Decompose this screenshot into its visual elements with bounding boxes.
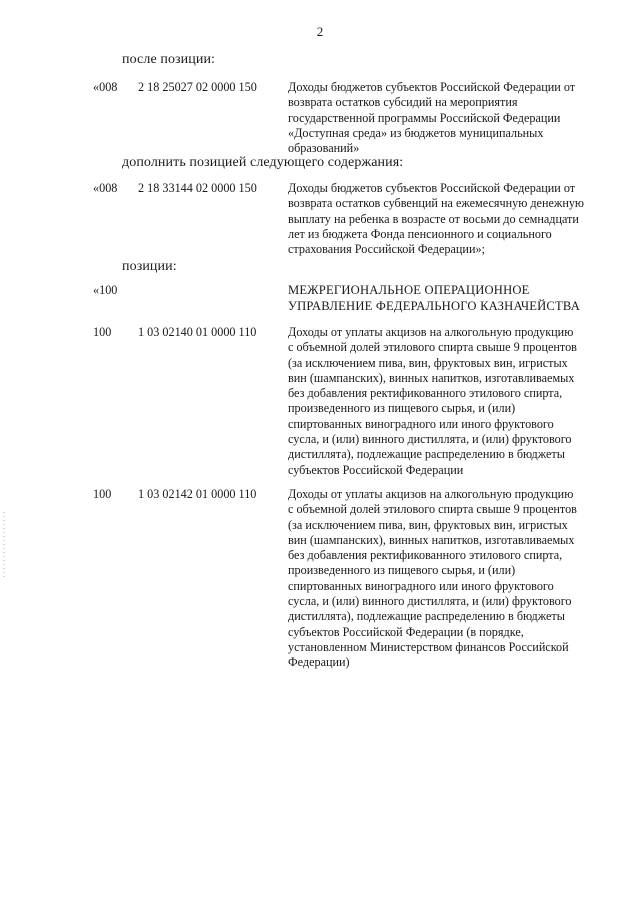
description-line: сусла, и (или) винного дистиллята, и (или) фруктового [288,594,572,609]
description-line: Федерации) [288,655,350,670]
description-line: лет из бюджета Фонда пенсионного и социального [288,226,552,241]
description-line: произведенного из пищевого сырья, и (или) [288,401,516,416]
description-line: сусла, и (или) винного дистиллята, и (или) фруктового [288,432,572,447]
description-line: образований» [288,141,360,156]
description-line: произведенного из пищевого сырья, и (или) [288,563,516,578]
revenue-description [288,181,606,257]
budget-classification-code: 1 03 02140 01 0000 110 [138,325,257,339]
description-line: субъектов Российской Федерации (в порядке, [288,624,524,639]
description-line: субъектов Российской Федерации [288,462,464,477]
description-line: дистиллята), подлежащие распределению в бюджеты [288,609,565,624]
admin-code: 100 [93,325,112,339]
description-line: МЕЖРЕГИОНАЛЬНОЕ ОПЕРАЦИОННОЕ [288,283,530,297]
description-line: с объемной долей этилового спирта свыше 9 процентов [288,340,577,355]
revenue-description [288,325,606,478]
description-line: Доходы от уплаты акцизов на алкогольную продукцию [288,487,574,501]
description-line: страхования Российской Федерации»; [288,242,485,257]
admin-code: «008 [93,181,118,195]
description-line: возврата остатков субвенций на ежемесячную денежную [288,196,585,211]
description-line: спиртованных виноградного или иного фруктового [288,416,554,431]
description-line: УПРАВЛЕНИЕ ФЕДЕРАЛЬНОГО КАЗНАЧЕЙСТВА [288,298,581,313]
description-line: установленном Министерством финансов Российской [288,639,569,654]
budget-classification-code: 1 03 02142 01 0000 110 [138,487,257,501]
description-line: (за исключением пива, вин, фруктовых вин, игристых [288,517,568,532]
revenue-description [288,80,606,156]
after-position-intro: после позиции: [122,52,216,67]
admin-code: «100 [93,283,118,297]
page-number: 2 [316,24,324,39]
positions-intro: позиции: [122,259,177,274]
add-position-intro: дополнить позицией следующего содержания: [122,155,404,170]
description-line: без добавления ректификованного этилового спирта, [288,548,563,563]
description-line: выплату на ребенка в возрасте от восьми до семнадцати [288,211,579,226]
admin-code: «008 [93,80,118,94]
description-line: спиртованных виноградного или иного фруктового [288,578,554,593]
description-line: вин (шампанских), винных напитков, изготавливаемых [288,370,575,385]
description-line: без добавления ректификованного этилового спирта, [288,386,563,401]
description-line: возврата остатков субсидий на мероприятия [288,95,518,110]
description-line: государственной программы Российской Федерации [288,110,561,125]
admin-code: 100 [93,487,112,501]
description-line: (за исключением пива, вин, фруктовых вин, игристых [288,355,568,370]
description-line: Доходы бюджетов субъектов Российской Федерации от [288,80,576,94]
description-line: Доходы от уплаты акцизов на алкогольную продукцию [288,325,574,339]
description-line: «Доступная среда» из бюджетов муниципальных [288,125,544,140]
budget-classification-code: 2 18 25027 02 0000 150 [138,80,257,94]
administrator-heading [288,283,606,314]
margin-scan-mark [2,512,6,578]
description-line: с объемной долей этилового спирта свыше 9 процентов [288,502,577,517]
budget-classification-code: 2 18 33144 02 0000 150 [138,181,257,195]
revenue-description [288,487,606,671]
description-line: Доходы бюджетов субъектов Российской Федерации от [288,181,576,195]
description-line: дистиллята), подлежащие распределению в бюджеты [288,447,565,462]
description-line: вин (шампанских), винных напитков, изготавливаемых [288,532,575,547]
